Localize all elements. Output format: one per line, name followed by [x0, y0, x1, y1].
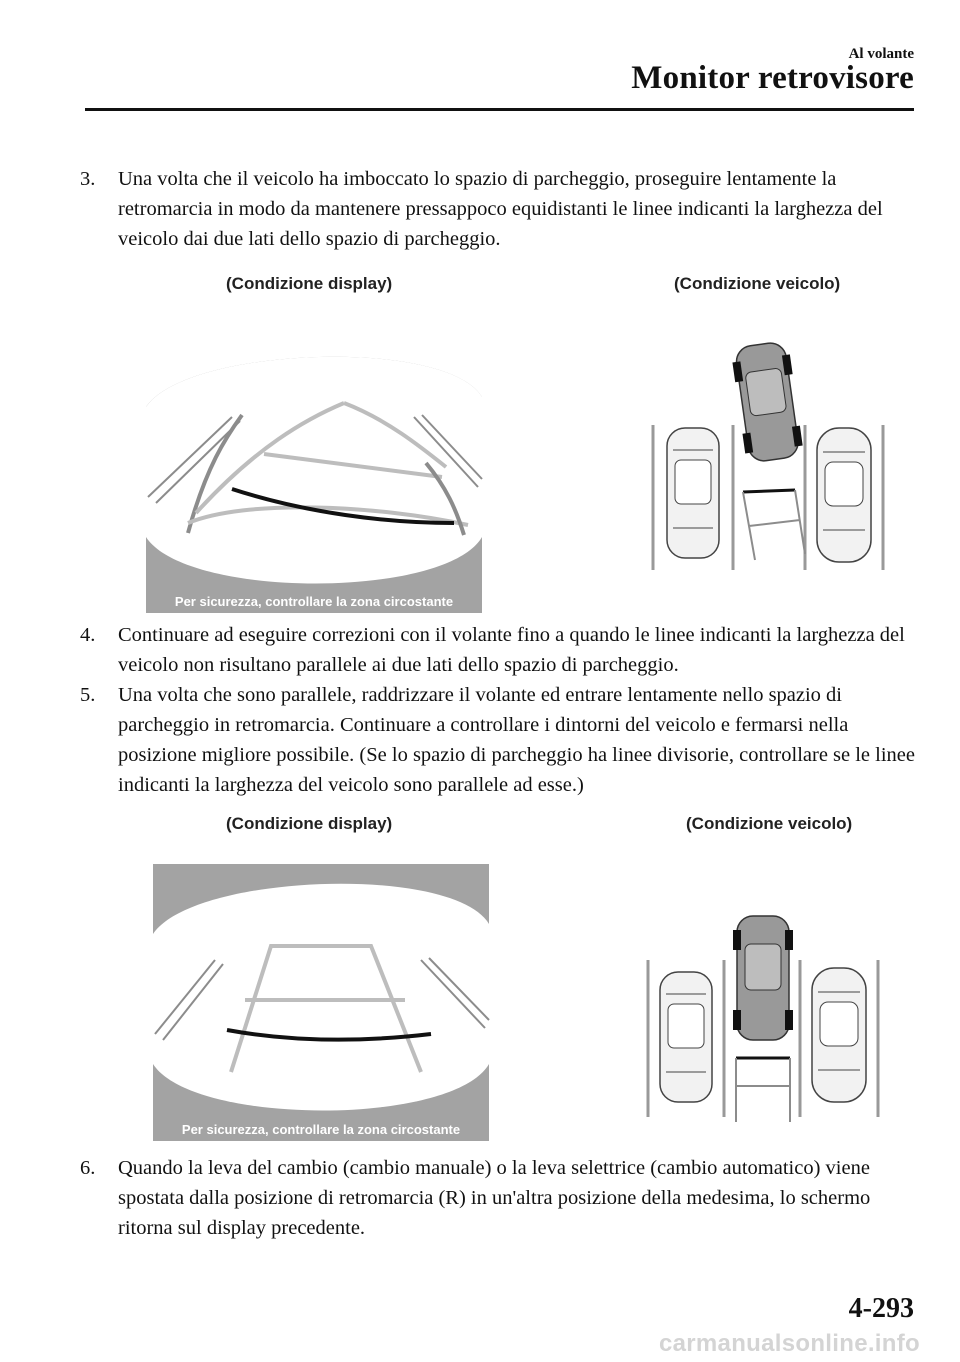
- reversing-car: [730, 341, 804, 464]
- vehicle-caption: (Condizione veicolo): [686, 814, 853, 833]
- step-text: Una volta che sono parallele, raddrizzare il volante ed entrare lentamente nello spazio di parcheggio in retromarcia. Continuare a controllare i dintorni del veicolo e fermarsi nella posizione migliore possibile. (Se lo spazio di parcheggio ha linee divisorie, controllare se le linee indicanti la larghezza del veicolo sono parallele ad esse.): [118, 684, 915, 796]
- display-caption: (Condizione display): [226, 274, 393, 293]
- page-title: Monitor retrovisore: [631, 60, 914, 96]
- parked-car-left: [667, 428, 719, 558]
- vehicle-condition-diagram-2: [640, 912, 885, 1127]
- step-4: [80, 620, 920, 680]
- step-number: 3.: [80, 168, 96, 190]
- section-label: Al volante: [848, 46, 914, 62]
- header-divider: [85, 108, 914, 111]
- step-text: Una volta che il veicolo ha imboccato lo spazio di parcheggio, proseguire lentamente la retromarcia in modo da mantenere pressappoco equidistanti le linee indicanti la larghezza del veicolo dai due lati dello spazio di parcheggio.: [118, 168, 883, 250]
- parked-car-right: [812, 968, 866, 1102]
- step-6: [80, 1153, 920, 1243]
- camera-view: [153, 884, 489, 1111]
- step-5: [80, 680, 920, 800]
- distance-guide-mark: [743, 490, 795, 492]
- step-text: Continuare ad eseguire correzioni con il volante fino a quando le linee indicanti la larghezza del veicolo non risultano parallele ai due lati dello spazio di parcheggio.: [118, 624, 905, 676]
- step-number: 6.: [80, 1157, 96, 1179]
- step-number: 4.: [80, 624, 96, 646]
- reversing-car: [733, 916, 793, 1040]
- step-number: 5.: [80, 684, 96, 706]
- vehicle-caption: (Condizione veicolo): [674, 274, 841, 293]
- parked-car-right: [817, 428, 871, 562]
- safety-notice: Per sicurezza, controllare la zona circostante: [181, 1122, 461, 1137]
- step-text: Quando la leva del cambio (cambio manuale) o la leva selettrice (cambio automatico) viene spostata dalla posizione di retromarcia (R) in un'altra posizione della medesima, lo schermo ritorna sul display precedente.: [118, 1157, 871, 1239]
- watermark: carmanualsonline.info: [658, 1330, 920, 1357]
- rear-camera-display-1: [146, 337, 482, 613]
- step-3: [80, 164, 920, 254]
- display-caption: (Condizione display): [226, 814, 393, 833]
- rear-camera-display-2: [153, 864, 489, 1141]
- vehicle-condition-diagram-1: [645, 340, 890, 585]
- safety-notice: Per sicurezza, controllare la zona circostante: [174, 594, 454, 609]
- page-number: 4-293: [848, 1293, 914, 1324]
- projected-guide-lines: [743, 490, 805, 560]
- projected-guide-lines: [736, 1058, 790, 1122]
- parked-car-left: [660, 972, 712, 1102]
